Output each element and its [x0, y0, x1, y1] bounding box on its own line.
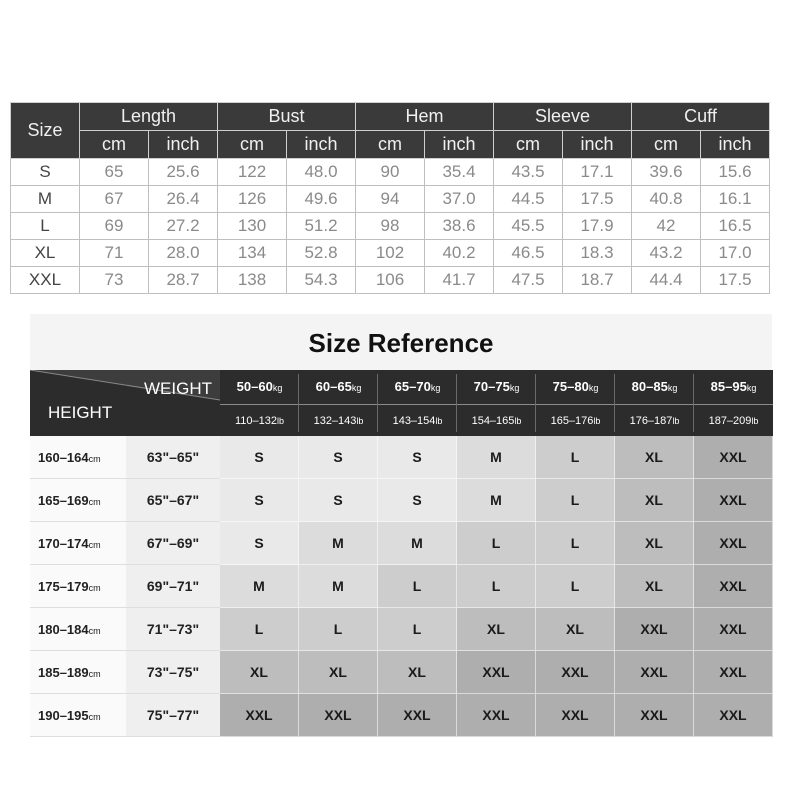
height-cm: 160–164cm: [30, 436, 126, 479]
size-recommendation-cell: S: [299, 479, 378, 522]
measure-cell: 130: [218, 213, 287, 240]
size-recommendation-cell: XXL: [615, 608, 694, 651]
size-recommendation-cell: XL: [457, 608, 536, 651]
height-row-header: [30, 436, 220, 479]
measure-cell: 45.5: [494, 213, 563, 240]
measure-cell: 46.5: [494, 240, 563, 267]
height-row-header: [30, 694, 220, 737]
unit-header: inch: [425, 131, 494, 159]
weight-lb: 143–154lb: [378, 404, 457, 437]
measure-cell: 138: [218, 267, 287, 294]
size-recommendation-cell: S: [220, 436, 299, 479]
measure-cell: 17.5: [563, 186, 632, 213]
size-recommendation-cell: M: [457, 479, 536, 522]
weight-lb: 110–132lb: [220, 404, 299, 437]
unit-header: cm: [218, 131, 287, 159]
height-row-header: [30, 608, 220, 651]
measure-cell: 42: [632, 213, 701, 240]
size-recommendation-cell: XXL: [694, 651, 773, 694]
size-recommendation-cell: L: [536, 436, 615, 479]
table-row: [11, 213, 770, 240]
weight-lb: 132–143lb: [299, 404, 378, 437]
weight-column-header: [615, 370, 694, 436]
measure-cell: 27.2: [149, 213, 218, 240]
size-recommendation-cell: XXL: [457, 651, 536, 694]
unit-header: cm: [80, 131, 149, 159]
size-recommendation-cell: XL: [615, 522, 694, 565]
measure-cell: 47.5: [494, 267, 563, 294]
size-recommendation-cell: XL: [220, 651, 299, 694]
size-recommendation-cell: M: [299, 522, 378, 565]
weight-column-header: [220, 370, 299, 436]
weight-column-header: [378, 370, 457, 436]
measure-cell: 40.2: [425, 240, 494, 267]
size-cell: M: [11, 186, 80, 213]
size-recommendation-cell: M: [457, 436, 536, 479]
measure-cell: 106: [356, 267, 425, 294]
height-cm: 180–184cm: [30, 608, 126, 651]
size-recommendation-cell: XL: [615, 436, 694, 479]
measure-cell: 43.5: [494, 159, 563, 186]
unit-header: cm: [494, 131, 563, 159]
height-inch: 63"–65": [126, 436, 220, 479]
height-inch: 73"–75": [126, 651, 220, 694]
weight-column-header: [299, 370, 378, 436]
size-recommendation-cell: XL: [615, 565, 694, 608]
size-header: Size: [11, 103, 80, 159]
size-reference-chart: [30, 314, 772, 738]
group-header-cuff: Cuff: [632, 103, 770, 131]
measure-cell: 71: [80, 240, 149, 267]
size-recommendation-cell: XXL: [615, 651, 694, 694]
height-row-header: [30, 565, 220, 608]
height-cm: 170–174cm: [30, 522, 126, 565]
size-recommendation-cell: XXL: [694, 436, 773, 479]
measure-cell: 69: [80, 213, 149, 240]
size-cell: XXL: [11, 267, 80, 294]
measure-cell: 26.4: [149, 186, 218, 213]
weight-lb: 154–165lb: [457, 404, 536, 437]
measure-cell: 41.7: [425, 267, 494, 294]
size-recommendation-cell: S: [378, 436, 457, 479]
height-cm: 165–169cm: [30, 479, 126, 522]
weight-kg: 50–60kg: [236, 379, 283, 394]
measure-cell: 16.5: [701, 213, 770, 240]
size-recommendation-cell: XXL: [378, 694, 457, 737]
unit-header: inch: [149, 131, 218, 159]
height-inch: 67"–69": [126, 522, 220, 565]
measure-cell: 65: [80, 159, 149, 186]
size-reference-title: Size Reference: [30, 314, 772, 370]
measure-cell: 17.5: [701, 267, 770, 294]
weight-lb: 165–176lb: [536, 404, 615, 437]
size-recommendation-cell: XXL: [536, 694, 615, 737]
size-cell: L: [11, 213, 80, 240]
unit-header: inch: [563, 131, 632, 159]
weight-height-corner: [30, 370, 220, 436]
height-inch: 69"–71": [126, 565, 220, 608]
height-cm: 185–189cm: [30, 651, 126, 694]
size-recommendation-cell: L: [378, 608, 457, 651]
size-recommendation-cell: XL: [378, 651, 457, 694]
measurement-table: [10, 102, 770, 294]
height-inch: 65"–67": [126, 479, 220, 522]
weight-lb: 176–187lb: [615, 404, 694, 437]
size-recommendation-cell: XXL: [694, 479, 773, 522]
size-recommendation-cell: XXL: [694, 522, 773, 565]
size-recommendation-cell: S: [378, 479, 457, 522]
group-header-bust: Bust: [218, 103, 356, 131]
measure-cell: 16.1: [701, 186, 770, 213]
weight-kg: 60–65kg: [315, 379, 362, 394]
unit-header: cm: [356, 131, 425, 159]
size-recommendation-cell: XXL: [220, 694, 299, 737]
measure-cell: 49.6: [287, 186, 356, 213]
height-inch: 75"–77": [126, 694, 220, 737]
measure-cell: 15.6: [701, 159, 770, 186]
measure-cell: 18.7: [563, 267, 632, 294]
group-header-length: Length: [80, 103, 218, 131]
weight-kg: 75–80kg: [552, 379, 599, 394]
weight-column-header: [457, 370, 536, 436]
measure-cell: 18.3: [563, 240, 632, 267]
measure-cell: 51.2: [287, 213, 356, 240]
size-recommendation-cell: L: [220, 608, 299, 651]
size-recommendation-cell: S: [220, 479, 299, 522]
size-recommendation-cell: XL: [299, 651, 378, 694]
measure-cell: 25.6: [149, 159, 218, 186]
measure-cell: 54.3: [287, 267, 356, 294]
weight-column-header: [694, 370, 773, 436]
size-recommendation-cell: L: [378, 565, 457, 608]
size-recommendation-cell: XXL: [536, 651, 615, 694]
height-label: HEIGHT: [48, 403, 113, 422]
size-recommendation-cell: S: [220, 522, 299, 565]
size-cell: S: [11, 159, 80, 186]
table-row: [11, 159, 770, 186]
weight-column-header: [536, 370, 615, 436]
unit-header: inch: [287, 131, 356, 159]
measure-cell: 17.1: [563, 159, 632, 186]
weight-kg: 80–85kg: [631, 379, 678, 394]
table-row: [11, 186, 770, 213]
measure-cell: 43.2: [632, 240, 701, 267]
height-row-header: [30, 522, 220, 565]
size-recommendation-cell: L: [536, 522, 615, 565]
weight-kg: 70–75kg: [473, 379, 520, 394]
size-reference-grid: [30, 370, 772, 738]
size-recommendation-cell: L: [299, 608, 378, 651]
height-cm: 190–195cm: [30, 694, 126, 737]
height-cm: 175–179cm: [30, 565, 126, 608]
measure-cell: 17.9: [563, 213, 632, 240]
measure-cell: 98: [356, 213, 425, 240]
measure-cell: 122: [218, 159, 287, 186]
measure-cell: 38.6: [425, 213, 494, 240]
size-cell: XL: [11, 240, 80, 267]
measure-cell: 28.7: [149, 267, 218, 294]
size-recommendation-cell: L: [457, 522, 536, 565]
measure-cell: 73: [80, 267, 149, 294]
measure-cell: 90: [356, 159, 425, 186]
measure-cell: 44.5: [494, 186, 563, 213]
measure-cell: 48.0: [287, 159, 356, 186]
unit-header: cm: [632, 131, 701, 159]
measure-cell: 126: [218, 186, 287, 213]
measure-cell: 67: [80, 186, 149, 213]
table-row: [11, 267, 770, 294]
size-recommendation-cell: XL: [536, 608, 615, 651]
unit-header: inch: [701, 131, 770, 159]
weight-label: WEIGHT: [144, 379, 212, 398]
weight-kg: 65–70kg: [394, 379, 441, 394]
weight-kg: 85–95kg: [710, 379, 757, 394]
size-recommendation-cell: L: [536, 479, 615, 522]
measure-cell: 134: [218, 240, 287, 267]
height-row-header: [30, 651, 220, 694]
size-recommendation-cell: M: [299, 565, 378, 608]
measure-cell: 94: [356, 186, 425, 213]
measure-cell: 52.8: [287, 240, 356, 267]
size-recommendation-cell: S: [299, 436, 378, 479]
size-recommendation-cell: XXL: [299, 694, 378, 737]
size-recommendation-cell: M: [220, 565, 299, 608]
height-row-header: [30, 479, 220, 522]
weight-lb: 187–209lb: [694, 404, 773, 437]
size-recommendation-cell: XXL: [694, 565, 773, 608]
size-recommendation-cell: XXL: [694, 694, 773, 737]
measure-cell: 17.0: [701, 240, 770, 267]
measure-cell: 28.0: [149, 240, 218, 267]
size-recommendation-cell: XXL: [457, 694, 536, 737]
size-recommendation-cell: M: [378, 522, 457, 565]
size-recommendation-cell: XXL: [615, 694, 694, 737]
measure-cell: 37.0: [425, 186, 494, 213]
measure-cell: 39.6: [632, 159, 701, 186]
group-header-sleeve: Sleeve: [494, 103, 632, 131]
table-row: [11, 240, 770, 267]
size-recommendation-cell: XXL: [694, 608, 773, 651]
measure-cell: 40.8: [632, 186, 701, 213]
size-recommendation-cell: L: [536, 565, 615, 608]
group-header-hem: Hem: [356, 103, 494, 131]
size-recommendation-cell: L: [457, 565, 536, 608]
measure-cell: 102: [356, 240, 425, 267]
size-recommendation-cell: XL: [615, 479, 694, 522]
height-inch: 71"–73": [126, 608, 220, 651]
measure-cell: 44.4: [632, 267, 701, 294]
measure-cell: 35.4: [425, 159, 494, 186]
